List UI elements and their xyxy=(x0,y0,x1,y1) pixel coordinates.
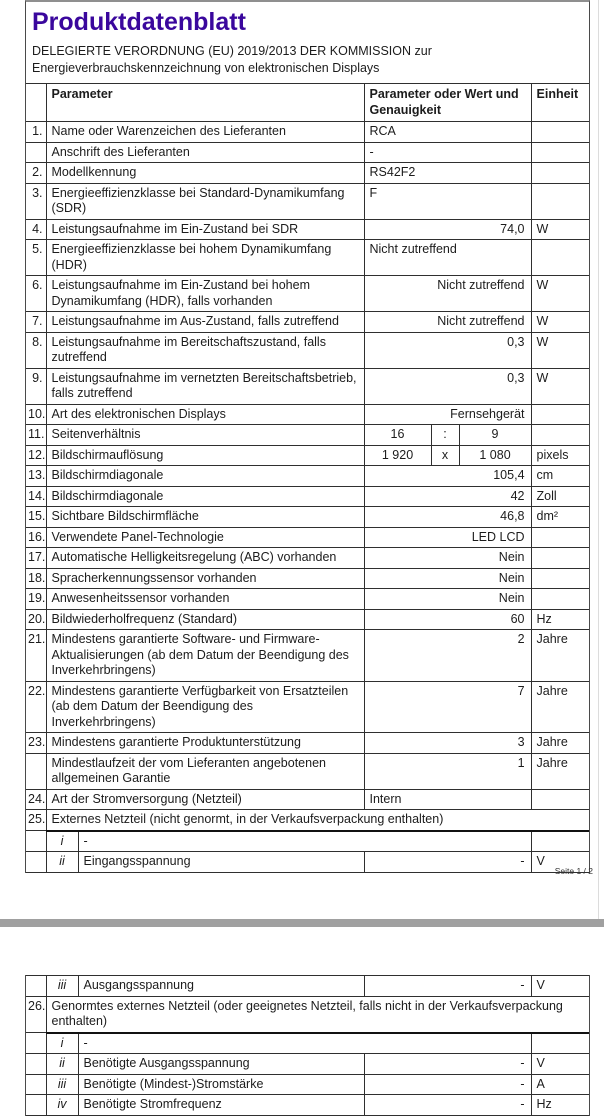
table-row xyxy=(26,630,589,682)
cell-number: 5. xyxy=(26,240,46,276)
cell-parameter: Mindestens garantierte Produktunterstützung xyxy=(46,733,364,754)
table-row xyxy=(26,240,589,276)
cell-parameter: Energieeffizienzklasse bei hohem Dynamikumfang (HDR) xyxy=(46,240,364,276)
document-subtitle xyxy=(32,43,583,77)
cell-unit: dm² xyxy=(531,507,589,528)
cell-number xyxy=(26,852,46,873)
table-row xyxy=(26,276,589,312)
cell-unit: W xyxy=(531,312,589,333)
cell-unit: Jahre xyxy=(531,733,589,754)
cell-value: - xyxy=(364,142,531,163)
cell-number: 6. xyxy=(26,276,46,312)
table-row xyxy=(26,1054,589,1075)
cell-parameter: Leistungsaufnahme im Bereitschaftszustand, falls zutreffend xyxy=(46,332,364,368)
cell-number: 26. xyxy=(26,996,46,1033)
cell-value: Nein xyxy=(364,589,531,610)
table-row xyxy=(26,312,589,333)
cell-value: 42 xyxy=(364,486,531,507)
cell-value: - xyxy=(78,1033,531,1054)
cell-number: 24. xyxy=(26,789,46,810)
cell-value: 0,3 xyxy=(364,332,531,368)
cell-unit xyxy=(531,425,589,446)
cell-value: 3 xyxy=(364,733,531,754)
cell-unit: Jahre xyxy=(531,753,589,789)
table-row xyxy=(26,368,589,404)
cell-value: - xyxy=(78,831,531,852)
cell-value-second: 9 xyxy=(459,425,531,446)
cell-subnumber: iii xyxy=(46,976,78,997)
table-row xyxy=(26,852,589,873)
table-row xyxy=(26,1095,589,1116)
table-header-row xyxy=(26,84,589,122)
header-value: Parameter oder Wert und Genauigkeit xyxy=(364,84,531,122)
cell-value: 1 xyxy=(364,753,531,789)
table-row xyxy=(26,486,589,507)
cell-parameter: Modellkennung xyxy=(46,163,364,184)
cell-unit: pixels xyxy=(531,445,589,466)
cell-number: 10. xyxy=(26,404,46,425)
table-row xyxy=(26,548,589,569)
cell-number: 19. xyxy=(26,589,46,610)
cell-unit xyxy=(531,163,589,184)
cell-unit xyxy=(531,789,589,810)
table-row xyxy=(26,681,589,733)
cell-number: 18. xyxy=(26,568,46,589)
cell-number xyxy=(26,831,46,852)
cell-unit: Jahre xyxy=(531,681,589,733)
table-row xyxy=(26,332,589,368)
header-unit: Einheit xyxy=(531,84,589,122)
cell-value: - xyxy=(364,1074,531,1095)
table-row-section xyxy=(26,810,589,831)
cell-value: Intern xyxy=(364,789,531,810)
cell-number: 17. xyxy=(26,548,46,569)
cell-parameter: Spracherkennungssensor vorhanden xyxy=(46,568,364,589)
cell-parameter: Art des elektronischen Displays xyxy=(46,404,364,425)
cell-number: 8. xyxy=(26,332,46,368)
cell-value: Nicht zutreffend xyxy=(364,312,531,333)
table-row xyxy=(26,507,589,528)
cell-parameter: Name oder Warenzeichen des Lieferanten xyxy=(46,122,364,143)
cell-number: 22. xyxy=(26,681,46,733)
cell-parameter: Art der Stromversorgung (Netzteil) xyxy=(46,789,364,810)
cell-subnumber: iii xyxy=(46,1074,78,1095)
table-row xyxy=(26,976,589,997)
cell-parameter: Anwesenheitssensor vorhanden xyxy=(46,589,364,610)
cell-number: 15. xyxy=(26,507,46,528)
table-row xyxy=(26,1033,589,1054)
cell-value: 7 xyxy=(364,681,531,733)
cell-value: LED LCD xyxy=(364,527,531,548)
cell-number xyxy=(26,142,46,163)
cell-unit: A xyxy=(531,1074,589,1095)
cell-parameter: Mindestens garantierte Software- und Firmware-Aktualisierungen (ab dem Datum der Beendigung des Inverkehrbringens) xyxy=(46,630,364,682)
cell-number: 3. xyxy=(26,183,46,219)
cell-unit: W xyxy=(531,332,589,368)
cell-number: 1. xyxy=(26,122,46,143)
cell-number xyxy=(26,976,46,997)
document-title: Produktdatenblatt xyxy=(32,8,246,36)
cell-unit xyxy=(531,404,589,425)
cell-value-separator: x xyxy=(431,445,459,466)
cell-parameter: Benötigte Ausgangsspannung xyxy=(78,1054,364,1075)
cell-parameter: Verwendete Panel-Technologie xyxy=(46,527,364,548)
page-edge-shadow xyxy=(598,0,599,919)
cell-value-first: 1 920 xyxy=(364,445,431,466)
cell-value: Nein xyxy=(364,548,531,569)
cell-parameter: Anschrift des Lieferanten xyxy=(46,142,364,163)
cell-value: 46,8 xyxy=(364,507,531,528)
cell-parameter: Leistungsaufnahme im Aus-Zustand, falls zutreffend xyxy=(46,312,364,333)
datasheet-table-page1 xyxy=(26,83,589,873)
table-row xyxy=(26,527,589,548)
cell-unit xyxy=(531,548,589,569)
table-row xyxy=(26,142,589,163)
cell-unit xyxy=(531,142,589,163)
table-row xyxy=(26,609,589,630)
cell-unit: Jahre xyxy=(531,630,589,682)
cell-parameter: Mindestens garantierte Verfügbarkeit von Ersatzteilen (ab dem Datum der Beendigung des Inverkehrbringens) xyxy=(46,681,364,733)
cell-subnumber: i xyxy=(46,831,78,852)
document-subtitle-line1: DELEGIERTE VERORDNUNG (EU) 2019/2013 DER KOMMISSION zur xyxy=(32,44,432,58)
cell-unit: V xyxy=(531,976,589,997)
cell-parameter: Bildwiederholfrequenz (Standard) xyxy=(46,609,364,630)
cell-number: 23. xyxy=(26,733,46,754)
cell-value: Nein xyxy=(364,568,531,589)
table-row xyxy=(26,404,589,425)
cell-number: 9. xyxy=(26,368,46,404)
row-span-text: Genormtes externes Netzteil (oder geeignetes Netzteil, falls nicht in der Verkaufsverpackung enthalten) xyxy=(46,996,589,1033)
cell-number: 12. xyxy=(26,445,46,466)
cell-value: RS42F2 xyxy=(364,163,531,184)
cell-value: 0,3 xyxy=(364,368,531,404)
page-2 xyxy=(0,927,604,1110)
cell-unit: cm xyxy=(531,466,589,487)
cell-unit: V xyxy=(531,1054,589,1075)
document-subtitle-line2: Energieverbrauchskennzeichnung von elektronischen Displays xyxy=(32,61,380,75)
cell-parameter: Automatische Helligkeitsregelung (ABC) vorhanden xyxy=(46,548,364,569)
cell-number xyxy=(26,753,46,789)
cell-number xyxy=(26,1054,46,1075)
cell-number xyxy=(26,1074,46,1095)
cell-parameter: Bildschirmdiagonale xyxy=(46,486,364,507)
cell-unit: W xyxy=(531,276,589,312)
table-row xyxy=(26,733,589,754)
table-row xyxy=(26,568,589,589)
table-row xyxy=(26,789,589,810)
cell-parameter: Leistungsaufnahme im Ein-Zustand bei SDR xyxy=(46,219,364,240)
cell-unit xyxy=(531,568,589,589)
cell-number: 4. xyxy=(26,219,46,240)
cell-value: Nicht zutreffend xyxy=(364,240,531,276)
cell-value: Nicht zutreffend xyxy=(364,276,531,312)
table-row xyxy=(26,183,589,219)
cell-parameter: Bildschirmauflösung xyxy=(46,445,364,466)
cell-value: - xyxy=(364,1054,531,1075)
cell-number: 13. xyxy=(26,466,46,487)
cell-unit: Hz xyxy=(531,1095,589,1116)
cell-parameter: Eingangsspannung xyxy=(78,852,364,873)
header-parameter: Parameter xyxy=(46,84,364,122)
cell-unit xyxy=(531,589,589,610)
cell-number xyxy=(26,1033,46,1054)
cell-parameter: Ausgangsspannung xyxy=(78,976,364,997)
row-span-text: Externes Netzteil (nicht genormt, in der Verkaufsverpackung enthalten) xyxy=(46,810,589,831)
cell-parameter: Sichtbare Bildschirmfläche xyxy=(46,507,364,528)
datasheet-frame-page2 xyxy=(25,975,590,1116)
cell-parameter: Leistungsaufnahme im vernetzten Bereitschaftsbetrieb, falls zutreffend xyxy=(46,368,364,404)
cell-number xyxy=(26,1095,46,1116)
table-row xyxy=(26,219,589,240)
cell-number: 7. xyxy=(26,312,46,333)
cell-value-first: 16 xyxy=(364,425,431,446)
cell-number xyxy=(26,84,46,122)
cell-parameter: Benötigte Stromfrequenz xyxy=(78,1095,364,1116)
cell-subnumber: iv xyxy=(46,1095,78,1116)
cell-number: 2. xyxy=(26,163,46,184)
cell-parameter: Bildschirmdiagonale xyxy=(46,466,364,487)
cell-value: 60 xyxy=(364,609,531,630)
cell-unit xyxy=(531,240,589,276)
table-row xyxy=(26,122,589,143)
table-row xyxy=(26,466,589,487)
table-row xyxy=(26,163,589,184)
cell-parameter: Energieeffizienzklasse bei Standard-Dynamikumfang (SDR) xyxy=(46,183,364,219)
cell-parameter: Mindestlaufzeit der vom Lieferanten angebotenen allgemeinen Garantie xyxy=(46,753,364,789)
table-row xyxy=(26,753,589,789)
cell-unit: Zoll xyxy=(531,486,589,507)
cell-value: 74,0 xyxy=(364,219,531,240)
cell-number: 25. xyxy=(26,810,46,831)
table-row xyxy=(26,589,589,610)
cell-unit: W xyxy=(531,219,589,240)
cell-unit xyxy=(531,183,589,219)
datasheet-frame xyxy=(25,0,590,873)
table-row-section xyxy=(26,996,589,1033)
table-row xyxy=(26,831,589,852)
cell-number: 11. xyxy=(26,425,46,446)
cell-value-separator: : xyxy=(431,425,459,446)
cell-unit xyxy=(531,1033,589,1054)
cell-value: - xyxy=(364,852,531,873)
cell-number: 21. xyxy=(26,630,46,682)
cell-number: 14. xyxy=(26,486,46,507)
cell-value: F xyxy=(364,183,531,219)
cell-unit: V xyxy=(531,852,589,873)
table-row xyxy=(26,425,589,446)
cell-parameter: Leistungsaufnahme im Ein-Zustand bei hohem Dynamikumfang (HDR), falls vorhanden xyxy=(46,276,364,312)
datasheet-table-page2 xyxy=(26,975,589,1116)
cell-value: Fernsehgerät xyxy=(364,404,531,425)
cell-parameter: Benötigte (Mindest-)Stromstärke xyxy=(78,1074,364,1095)
cell-number: 16. xyxy=(26,527,46,548)
table-row xyxy=(26,1074,589,1095)
page-number: Seite 1 / 2 xyxy=(554,866,593,876)
cell-unit xyxy=(531,122,589,143)
cell-value: - xyxy=(364,976,531,997)
cell-subnumber: ii xyxy=(46,1054,78,1075)
table-row xyxy=(26,445,589,466)
cell-unit: W xyxy=(531,368,589,404)
cell-subnumber: i xyxy=(46,1033,78,1054)
page-separator xyxy=(0,919,604,927)
cell-subnumber: ii xyxy=(46,852,78,873)
cell-parameter: Seitenverhältnis xyxy=(46,425,364,446)
cell-value: RCA xyxy=(364,122,531,143)
cell-unit: Hz xyxy=(531,609,589,630)
cell-value: - xyxy=(364,1095,531,1116)
cell-number: 20. xyxy=(26,609,46,630)
cell-unit xyxy=(531,831,589,852)
cell-value: 105,4 xyxy=(364,466,531,487)
cell-unit xyxy=(531,527,589,548)
cell-value: 2 xyxy=(364,630,531,682)
cell-value-second: 1 080 xyxy=(459,445,531,466)
